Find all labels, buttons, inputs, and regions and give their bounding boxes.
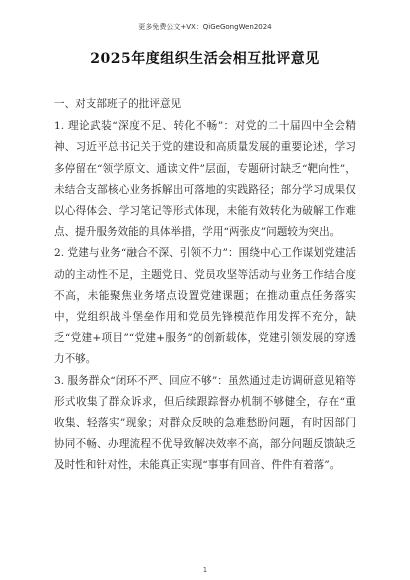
paragraph-1: 1. 理论武装“深度不足、转化不畅”：对党的二十届四中全会精神、习近平总书记关于党的建设和高质量发展的重要论述，学习多停留在“领学原文、通读文件”层面，专题研讨缺乏“靶向性”，未结合支部核心业务拆解出可落地的实践路径；部分学习成果仅以心得体会、学习笔记等形式体现，未能有效转化为破解工作难点、提升服务效能的具体举措，学用“两张皮”问题较为突出。 <box>54 120 356 239</box>
document-title: 2025年度组织生活会相互批评意见 <box>90 51 320 67</box>
paragraph-2: 2. 党建与业务“融合不深、引领不力”：围绕中心工作谋划党建活动的主动性不足，主题党日、党员攻坚等活动与业务工作结合度不高，未能聚焦业务堵点设置党建课题；在推动重点任务落实中，党组织战斗堡垒作用和党员先锋模范作用发挥不充分，缺乏“党建+项目”“党建+服务”的创新载体，党建引领发展的穿透力不够。 <box>54 247 356 366</box>
header-watermark-text: 更多免费公文+VX：QiGeGongWen2024 <box>138 23 272 31</box>
section-heading: 一、对支部班子的批评意见 <box>54 98 182 110</box>
document-body <box>54 94 356 477</box>
page-number: 1 <box>202 566 208 574</box>
paragraph-3: 3. 服务群众“闭环不严、回应不够”：虽然通过走访调研意见箱等形式收集了群众诉求，但后续跟踪督办机制不够健全，存在“重收集、轻落实”现象；对群众反映的急难愁盼问题，有时因部门协同不畅、办理流程不优导致解决效率不高，部分问题反馈缺乏及时性和针对性，未能真正实现“事事有回音、件件有着落”。 <box>54 374 356 472</box>
